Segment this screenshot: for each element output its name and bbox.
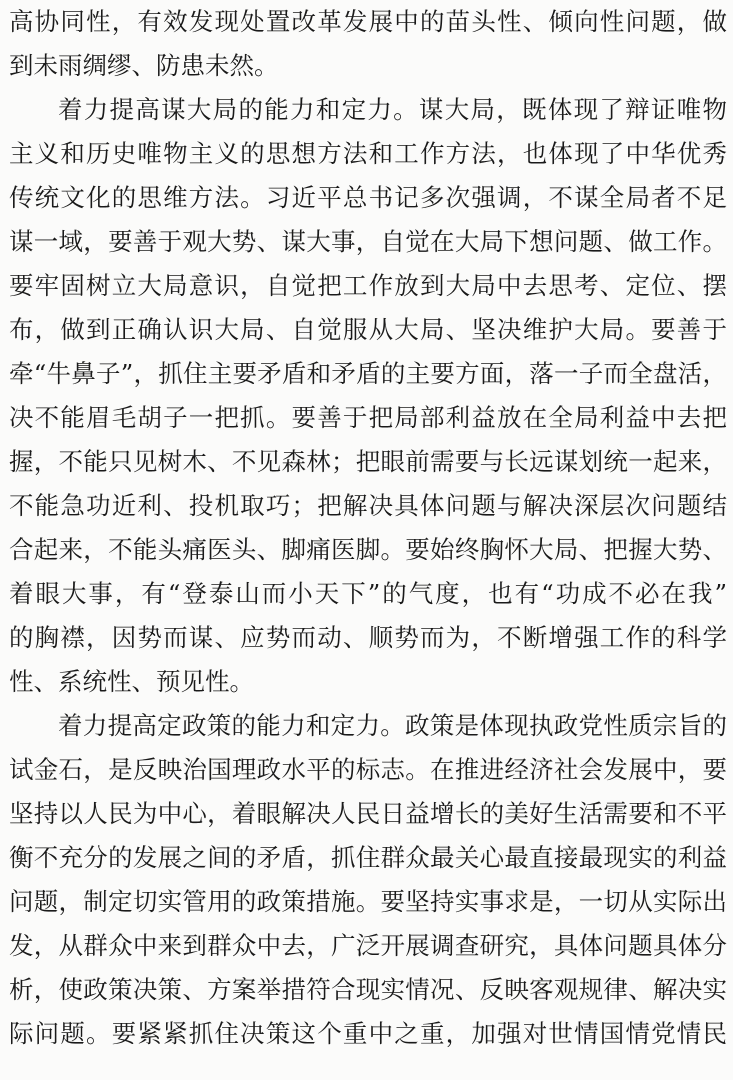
text-line: 试金石，是反映治国理政水平的标志。在推进经济社会发展中，要 [9, 755, 727, 784]
text-line: 析，使政策决策、方案举措符合现实情况、反映客观规律、解决实 [9, 975, 727, 1004]
text-line: 问题，制定切实管用的政策措施。要坚持实事求是，一切从实际出 [9, 887, 727, 916]
text-line: 传统文化的思维方法。习近平总书记多次强调，不谋全局者不足 [9, 183, 727, 212]
text-line: 际问题。要紧紧抓住决策这个重中之重，加强对世情国情党情民 [9, 1019, 727, 1048]
text-line: 合起来，不能头痛医头、脚痛医脚。要始终胸怀大局、把握大势、 [9, 535, 727, 564]
text-line: 性、系统性、预见性。 [9, 667, 254, 696]
text-line: 坚持以人民为中心，着眼解决人民日益增长的美好生活需要和不平 [9, 799, 727, 828]
text-line: 布，做到正确认识大局、自觉服从大局、坚决维护大局。要善于 [9, 315, 727, 344]
text-line: 到未雨绸缪、防患未然。 [9, 51, 279, 80]
text-line: 着眼大事，有“登泰山而小天下”的气度，也有“功成不必在我” [9, 579, 727, 608]
text-line: 的胸襟，因势而谋、应势而动、顺势而为，不断增强工作的科学 [9, 623, 727, 652]
text-line: 主义和历史唯物主义的思想方法和工作方法，也体现了中华优秀 [9, 139, 727, 168]
text-line: 决不能眉毛胡子一把抓。要善于把局部利益放在全局利益中去把 [9, 403, 727, 432]
text-line: 不能急功近利、投机取巧；把解决具体问题与解决深层次问题结 [9, 491, 727, 520]
text-line: 要牢固树立大局意识，自觉把工作放到大局中去思考、定位、摆 [9, 271, 727, 300]
text-line: 高协同性，有效发现处置改革发展中的苗头性、倾向性问题，做 [9, 7, 727, 36]
text-line: 牵“牛鼻子”，抓住主要矛盾和矛盾的主要方面，落一子而全盘活， [9, 359, 727, 388]
paragraph-start-line: 着力提高定政策的能力和定力。政策是体现执政党性质宗旨的 [58, 711, 727, 740]
text-line: 握，不能只见树木、不见森林；把眼前需要与长远谋划统一起来， [9, 447, 727, 476]
text-line: 谋一域，要善于观大势、谋大事，自觉在大局下想问题、做工作。 [9, 227, 727, 256]
text-line: 发，从群众中来到群众中去，广泛开展调查研究，具体问题具体分 [9, 931, 727, 960]
paragraph-start-line: 着力提高谋大局的能力和定力。谋大局，既体现了辩证唯物 [58, 95, 727, 124]
text-line: 衡不充分的发展之间的矛盾，抓住群众最关心最直接最现实的利益 [9, 843, 727, 872]
